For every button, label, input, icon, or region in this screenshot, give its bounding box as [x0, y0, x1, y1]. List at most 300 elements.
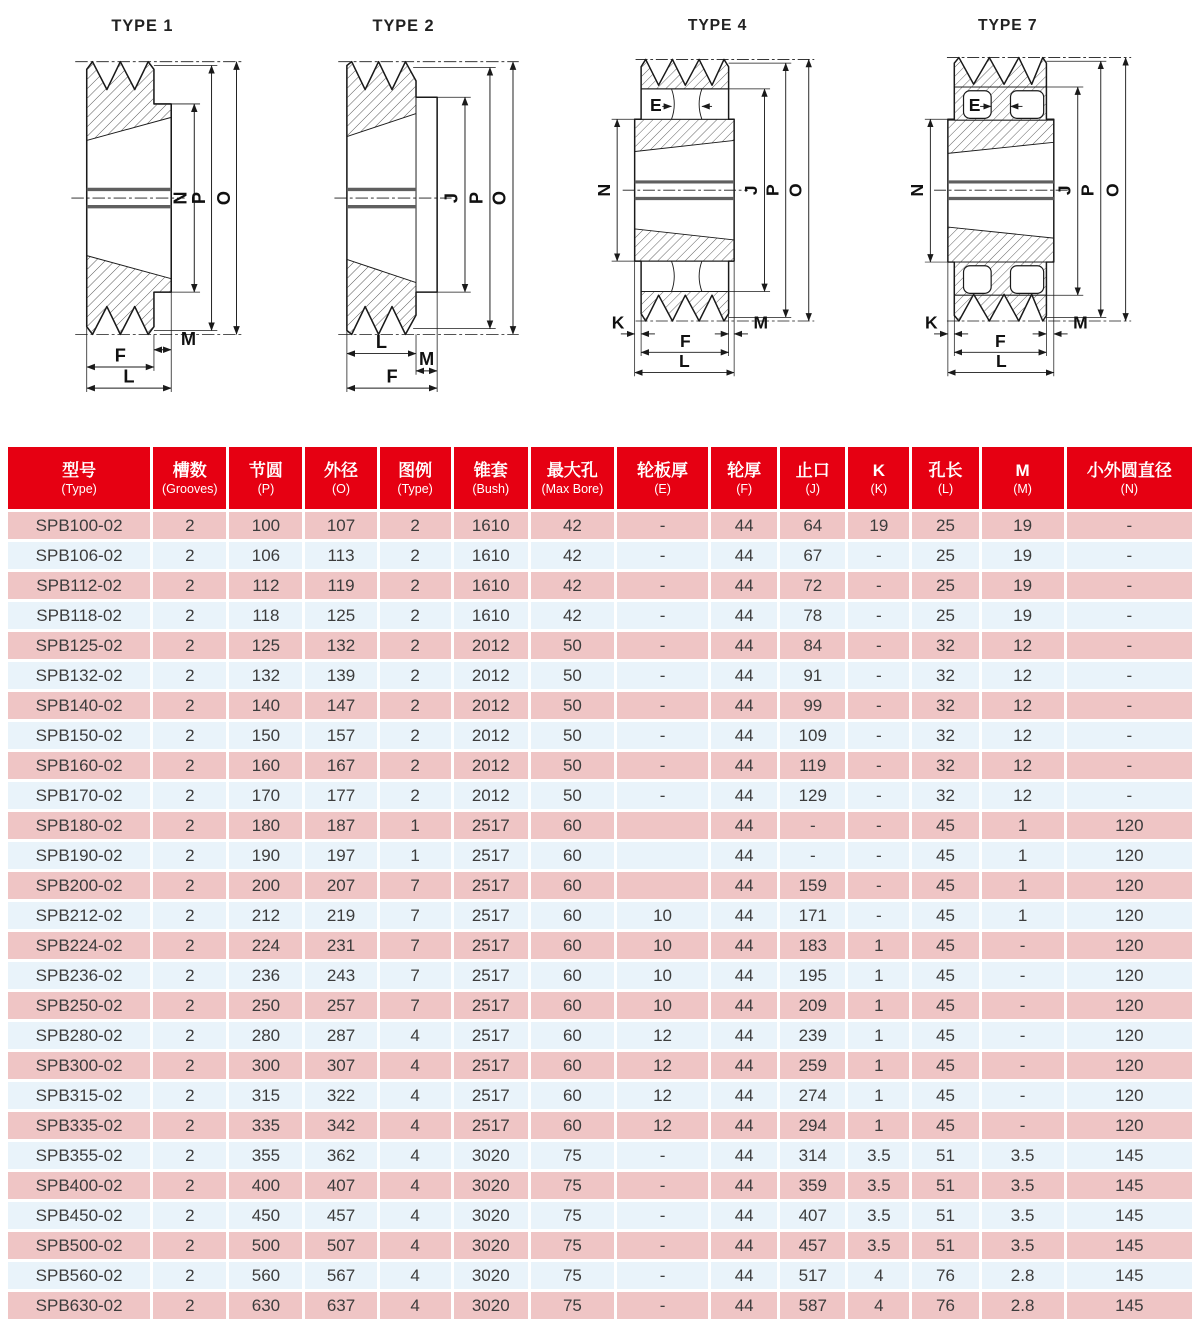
table-cell: 2517 — [454, 1022, 528, 1049]
table-cell: - — [982, 1022, 1064, 1049]
table-row — [8, 542, 1192, 569]
table-cell: - — [848, 632, 909, 659]
table-cell: 45 — [912, 902, 978, 929]
table-cell: 45 — [912, 1112, 978, 1139]
column-header — [982, 447, 1064, 509]
table-cell: 76 — [912, 1262, 978, 1289]
dim-label-n: N — [907, 183, 928, 197]
table-cell: 560 — [229, 1262, 302, 1289]
table-cell: 51 — [912, 1202, 978, 1229]
column-title-cn: 外径 — [324, 460, 359, 480]
table-cell: 1 — [848, 1022, 909, 1049]
column-title-en: (F) — [736, 481, 753, 496]
table-cell: 335 — [229, 1112, 302, 1139]
table-cell: 4 — [380, 1112, 451, 1139]
table-cell: 44 — [711, 1082, 777, 1109]
table-cell: 44 — [711, 1112, 777, 1139]
table-cell: 2 — [153, 932, 226, 959]
table-cell: SPB132-02 — [8, 662, 150, 689]
table-cell: 60 — [531, 992, 614, 1019]
table-cell: 7 — [380, 962, 451, 989]
table-cell: - — [1067, 782, 1192, 809]
table-cell: 12 — [982, 782, 1064, 809]
table-cell: SPB224-02 — [8, 932, 150, 959]
table-cell: 3020 — [454, 1142, 528, 1169]
table-cell: 457 — [305, 1202, 376, 1229]
column-title-cn: 轮板厚 — [637, 460, 689, 480]
table-cell: 2.8 — [982, 1262, 1064, 1289]
table-cell: 10 — [617, 932, 708, 959]
table-cell: 75 — [531, 1262, 614, 1289]
table-cell: 4 — [380, 1172, 451, 1199]
table-cell: 12 — [617, 1112, 708, 1139]
table-cell: 150 — [229, 722, 302, 749]
table-cell: 1 — [982, 902, 1064, 929]
table-cell: 507 — [305, 1232, 376, 1259]
table-cell: 4 — [380, 1232, 451, 1259]
table-cell: 67 — [780, 542, 845, 569]
table-cell: 2 — [153, 1142, 226, 1169]
table-cell: 32 — [912, 752, 978, 779]
table-cell: SPB118-02 — [8, 602, 150, 629]
table-cell: 2 — [153, 752, 226, 779]
column-header — [711, 447, 777, 509]
column-header — [305, 447, 376, 509]
dim-label-o: O — [488, 190, 510, 206]
table-body — [8, 512, 1192, 1319]
table-row — [8, 1262, 1192, 1289]
table-cell: SPB200-02 — [8, 872, 150, 899]
table-cell: 209 — [780, 992, 845, 1019]
dim-label-k: K — [925, 312, 938, 333]
table-cell: 60 — [531, 1052, 614, 1079]
table-cell: 2517 — [454, 992, 528, 1019]
table-cell: 45 — [912, 1052, 978, 1079]
table-cell: 1 — [848, 932, 909, 959]
table-cell: 78 — [780, 602, 845, 629]
table-cell: 362 — [305, 1142, 376, 1169]
table-cell — [617, 872, 708, 899]
table-cell: 44 — [711, 1202, 777, 1229]
dim-label-j: J — [440, 192, 462, 204]
table-cell: 120 — [1067, 902, 1192, 929]
table-cell: SPB160-02 — [8, 752, 150, 779]
dim-label-m: M — [753, 312, 769, 333]
table-cell: 10 — [617, 962, 708, 989]
dim-label-e: E — [650, 95, 662, 116]
table-cell: - — [848, 902, 909, 929]
column-title-cn: M — [1015, 460, 1030, 480]
table-cell: 1 — [982, 842, 1064, 869]
table-cell: 187 — [305, 812, 376, 839]
table-cell: 60 — [531, 962, 614, 989]
table-cell: 32 — [912, 782, 978, 809]
table-row — [8, 962, 1192, 989]
table-cell: 2 — [153, 1232, 226, 1259]
spec-table-container — [0, 444, 1200, 1322]
table-cell: 1610 — [454, 602, 528, 629]
table-cell: 75 — [531, 1232, 614, 1259]
table-cell: - — [617, 1202, 708, 1229]
spec-table — [5, 444, 1195, 1322]
table-cell: 125 — [229, 632, 302, 659]
table-cell: 99 — [780, 692, 845, 719]
table-cell: 3020 — [454, 1232, 528, 1259]
table-cell: 2 — [153, 1172, 226, 1199]
table-cell: 3.5 — [848, 1232, 909, 1259]
table-cell: SPB335-02 — [8, 1112, 150, 1139]
table-cell: 2 — [380, 782, 451, 809]
table-cell: - — [617, 632, 708, 659]
table-cell: 407 — [780, 1202, 845, 1229]
table-cell: 45 — [912, 1082, 978, 1109]
column-header — [780, 447, 845, 509]
table-cell: 44 — [711, 872, 777, 899]
table-cell: 274 — [780, 1082, 845, 1109]
table-cell: 44 — [711, 1172, 777, 1199]
table-cell: - — [617, 722, 708, 749]
table-cell: SPB140-02 — [8, 692, 150, 719]
table-cell: 44 — [711, 932, 777, 959]
table-cell: 19 — [848, 512, 909, 539]
table-cell: 19 — [982, 512, 1064, 539]
column-title-en: (J) — [805, 481, 821, 496]
column-title-cn: 图例 — [398, 460, 433, 480]
table-cell: 120 — [1067, 992, 1192, 1019]
table-cell: 1 — [380, 842, 451, 869]
dim-label-l: L — [123, 365, 135, 387]
table-cell: 60 — [531, 812, 614, 839]
table-cell: 4 — [380, 1292, 451, 1319]
column-header — [380, 447, 451, 509]
column-title-en: (L) — [937, 481, 954, 496]
table-cell: 44 — [711, 662, 777, 689]
table-cell: 120 — [1067, 932, 1192, 959]
table-cell: - — [617, 782, 708, 809]
table-cell: 119 — [780, 752, 845, 779]
table-cell: 3.5 — [982, 1172, 1064, 1199]
table-cell: 64 — [780, 512, 845, 539]
table-cell: SPB100-02 — [8, 512, 150, 539]
table-cell: 4 — [848, 1262, 909, 1289]
table-cell: 120 — [1067, 1052, 1192, 1079]
column-header — [229, 447, 302, 509]
table-cell: 10 — [617, 902, 708, 929]
lightening-window — [1011, 91, 1044, 119]
table-cell: 45 — [912, 1022, 978, 1049]
table-cell: 44 — [711, 1232, 777, 1259]
column-title-en: (N) — [1120, 481, 1139, 496]
table-cell: 44 — [711, 1292, 777, 1319]
table-cell: SPB180-02 — [8, 812, 150, 839]
table-cell: - — [848, 542, 909, 569]
table-cell: 322 — [305, 1082, 376, 1109]
table-cell: 212 — [229, 902, 302, 929]
table-row — [8, 662, 1192, 689]
column-title-en: (E) — [654, 481, 671, 496]
table-cell: SPB112-02 — [8, 572, 150, 599]
table-cell: 60 — [531, 932, 614, 959]
table-cell: SPB236-02 — [8, 962, 150, 989]
table-cell: 3020 — [454, 1292, 528, 1319]
table-cell: 280 — [229, 1022, 302, 1049]
table-cell: 2517 — [454, 842, 528, 869]
table-cell: 7 — [380, 932, 451, 959]
dim-label-n: N — [593, 183, 614, 197]
table-cell: - — [982, 962, 1064, 989]
table-cell: 145 — [1067, 1232, 1192, 1259]
column-title-en: (K) — [870, 481, 888, 496]
table-cell: 2 — [153, 812, 226, 839]
table-cell: 2 — [153, 1022, 226, 1049]
column-title-cn: 止口 — [795, 460, 830, 480]
table-cell: 10 — [617, 992, 708, 1019]
table-cell: 2 — [153, 842, 226, 869]
table-cell: 45 — [912, 962, 978, 989]
table-row — [8, 632, 1192, 659]
table-cell: - — [848, 602, 909, 629]
table-cell: 407 — [305, 1172, 376, 1199]
table-cell: SPB125-02 — [8, 632, 150, 659]
table-cell: 19 — [982, 542, 1064, 569]
dim-label-p: P — [465, 191, 487, 205]
table-row — [8, 872, 1192, 899]
column-header — [912, 447, 978, 509]
table-cell: 1 — [848, 1052, 909, 1079]
table-cell: 450 — [229, 1202, 302, 1229]
table-cell: 257 — [305, 992, 376, 1019]
dim-label-l: L — [995, 351, 1007, 372]
table-cell: 45 — [912, 812, 978, 839]
dim-label-l: L — [375, 330, 388, 352]
column-title-cn: 节圆 — [248, 460, 283, 480]
table-row — [8, 1052, 1192, 1079]
table-cell: 44 — [711, 1142, 777, 1169]
table-cell: 2 — [153, 1112, 226, 1139]
table-cell: 2 — [153, 542, 226, 569]
column-title-cn: 最大孔 — [546, 460, 598, 480]
column-title-en: (O) — [332, 481, 351, 496]
column-title-cn: 孔长 — [928, 460, 963, 480]
table-cell: 4 — [380, 1142, 451, 1169]
table-cell: - — [1067, 602, 1192, 629]
table-cell: 1610 — [454, 542, 528, 569]
table-cell: 2 — [380, 512, 451, 539]
table-cell: 51 — [912, 1172, 978, 1199]
table-cell: 637 — [305, 1292, 376, 1319]
table-cell: 2 — [153, 692, 226, 719]
table-cell: - — [617, 1292, 708, 1319]
table-cell: 1 — [982, 812, 1064, 839]
table-cell: 4 — [848, 1292, 909, 1319]
table-cell: SPB500-02 — [8, 1232, 150, 1259]
table-cell: 32 — [912, 662, 978, 689]
table-cell: 106 — [229, 542, 302, 569]
table-cell: 2517 — [454, 962, 528, 989]
table-cell: 307 — [305, 1052, 376, 1079]
table-cell: - — [617, 512, 708, 539]
dim-label-o: O — [212, 190, 234, 206]
table-cell: 1610 — [454, 512, 528, 539]
table-cell: 2012 — [454, 632, 528, 659]
table-cell: 42 — [531, 602, 614, 629]
table-cell: 287 — [305, 1022, 376, 1049]
table-cell: 100 — [229, 512, 302, 539]
table-cell: - — [617, 1172, 708, 1199]
table-cell: 44 — [711, 812, 777, 839]
table-cell: 243 — [305, 962, 376, 989]
table-cell: 12 — [982, 692, 1064, 719]
table-cell: SPB560-02 — [8, 1262, 150, 1289]
table-row — [8, 782, 1192, 809]
table-cell: 1 — [848, 1082, 909, 1109]
table-cell: 157 — [305, 722, 376, 749]
table-cell: 12 — [982, 752, 1064, 779]
type4-drawing — [584, 6, 888, 444]
table-cell: 2 — [153, 1052, 226, 1079]
type1-drawing — [8, 6, 296, 444]
table-cell: 2 — [153, 572, 226, 599]
table-cell: - — [617, 1232, 708, 1259]
table-row — [8, 1292, 1192, 1319]
dim-label-k: K — [611, 312, 625, 333]
table-cell: 2 — [380, 572, 451, 599]
table-cell: 457 — [780, 1232, 845, 1259]
table-row — [8, 722, 1192, 749]
table-cell: 167 — [305, 752, 376, 779]
lightening-window — [1011, 266, 1044, 294]
column-title-cn: 小外圆直径 — [1086, 460, 1172, 480]
table-cell: 1 — [848, 1112, 909, 1139]
table-cell: 60 — [531, 1112, 614, 1139]
table-cell: - — [848, 752, 909, 779]
table-cell: 359 — [780, 1172, 845, 1199]
table-cell: 50 — [531, 692, 614, 719]
table-cell: 12 — [617, 1082, 708, 1109]
table-cell: 4 — [380, 1052, 451, 1079]
drawing-title: TYPE 4 — [687, 16, 748, 34]
table-cell: 120 — [1067, 842, 1192, 869]
table-cell: 120 — [1067, 812, 1192, 839]
table-cell: 147 — [305, 692, 376, 719]
table-cell: 120 — [1067, 962, 1192, 989]
table-cell: 294 — [780, 1112, 845, 1139]
table-cell: 44 — [711, 842, 777, 869]
table-cell: 76 — [912, 1292, 978, 1319]
table-cell: 44 — [711, 632, 777, 659]
table-cell: 42 — [531, 512, 614, 539]
table-cell: - — [617, 1142, 708, 1169]
table-cell: 2 — [153, 1262, 226, 1289]
column-title-en: (Type) — [397, 481, 433, 496]
table-cell: 45 — [912, 872, 978, 899]
table-cell: 1 — [848, 962, 909, 989]
table-row — [8, 602, 1192, 629]
table-cell: 25 — [912, 572, 978, 599]
table-cell: 44 — [711, 692, 777, 719]
table-cell: 200 — [229, 872, 302, 899]
table-cell: 1610 — [454, 572, 528, 599]
column-title-en: (Grooves) — [162, 481, 218, 496]
column-header — [848, 447, 909, 509]
table-cell: 231 — [305, 932, 376, 959]
table-cell: 314 — [780, 1142, 845, 1169]
table-cell: 44 — [711, 1052, 777, 1079]
table-cell: - — [848, 782, 909, 809]
table-row — [8, 572, 1192, 599]
table-cell: 2 — [153, 1202, 226, 1229]
table-cell: 587 — [780, 1292, 845, 1319]
column-title-cn: K — [872, 460, 886, 480]
table-cell: 129 — [780, 782, 845, 809]
dim-label-n: N — [169, 191, 191, 205]
table-cell: 44 — [711, 722, 777, 749]
table-cell: 50 — [531, 632, 614, 659]
table-cell: 4 — [380, 1262, 451, 1289]
table-cell: 50 — [531, 662, 614, 689]
table-cell: 195 — [780, 962, 845, 989]
dim-label-f: F — [114, 344, 126, 366]
table-cell: 1 — [982, 872, 1064, 899]
table-cell: 7 — [380, 902, 451, 929]
table-cell: 44 — [711, 902, 777, 929]
table-cell: 2517 — [454, 1082, 528, 1109]
table-cell: - — [1067, 662, 1192, 689]
table-cell: - — [982, 1112, 1064, 1139]
table-cell: 183 — [780, 932, 845, 959]
dim-label-p: P — [762, 184, 783, 197]
table-cell: 60 — [531, 872, 614, 899]
pulley-drawings-row — [0, 0, 1200, 444]
dim-label-j: J — [1054, 185, 1075, 196]
table-cell: 2012 — [454, 782, 528, 809]
table-cell: 2 — [153, 1292, 226, 1319]
table-row — [8, 752, 1192, 779]
table-cell: 2 — [153, 872, 226, 899]
table-cell: 2012 — [454, 692, 528, 719]
table-cell: 132 — [305, 632, 376, 659]
table-cell: 2 — [153, 782, 226, 809]
table-cell: 72 — [780, 572, 845, 599]
table-cell: 139 — [305, 662, 376, 689]
table-cell: 180 — [229, 812, 302, 839]
dim-label-m: M — [1073, 312, 1088, 333]
table-cell: 2 — [380, 752, 451, 779]
table-cell: 145 — [1067, 1262, 1192, 1289]
table-cell: 60 — [531, 1022, 614, 1049]
table-cell: 45 — [912, 842, 978, 869]
table-cell: 160 — [229, 752, 302, 779]
table-cell: 42 — [531, 542, 614, 569]
table-cell: 12 — [982, 722, 1064, 749]
table-cell: 44 — [711, 1262, 777, 1289]
table-cell: - — [982, 1082, 1064, 1109]
table-cell: 300 — [229, 1052, 302, 1079]
table-cell: 44 — [711, 512, 777, 539]
table-cell: 219 — [305, 902, 376, 929]
table-cell: SPB170-02 — [8, 782, 150, 809]
table-cell: 50 — [531, 782, 614, 809]
table-cell: 120 — [1067, 1022, 1192, 1049]
type7-drawing — [888, 6, 1192, 444]
dim-label-o: O — [785, 183, 806, 198]
table-cell: 42 — [531, 572, 614, 599]
table-cell: SPB106-02 — [8, 542, 150, 569]
table-cell: 12 — [982, 662, 1064, 689]
table-row — [8, 932, 1192, 959]
table-cell: 19 — [982, 602, 1064, 629]
column-title-cn: 轮厚 — [727, 460, 762, 480]
